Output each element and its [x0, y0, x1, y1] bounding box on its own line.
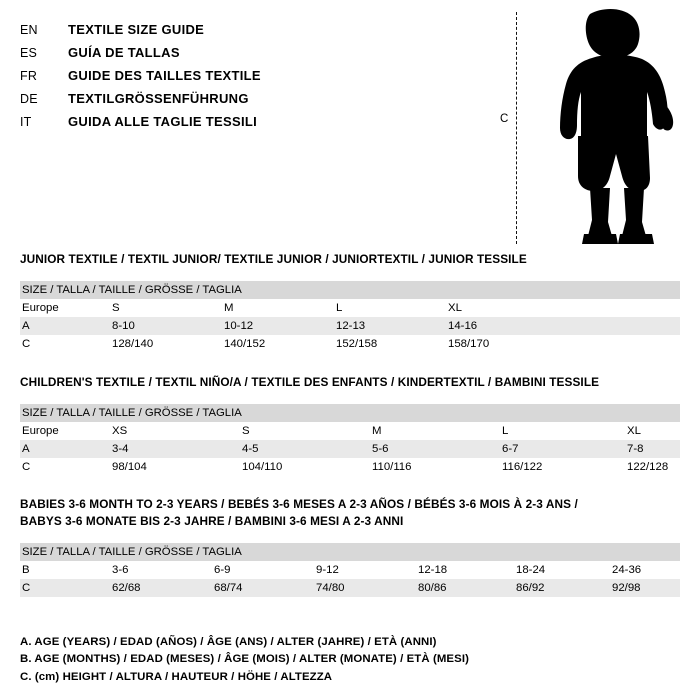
cell: 80/86	[418, 579, 516, 597]
table-row	[20, 561, 680, 579]
table-header-row	[20, 281, 680, 299]
language-row	[20, 114, 440, 137]
children-size-table	[20, 404, 680, 476]
cell: 98/104	[112, 458, 242, 476]
row-label: C	[20, 458, 112, 476]
row-label: A	[20, 317, 112, 335]
height-measurement-figure	[498, 8, 678, 248]
cell: 62/68	[112, 579, 214, 597]
row-label: B	[20, 561, 112, 579]
cell: 110/116	[372, 458, 502, 476]
table-row	[20, 299, 680, 317]
table-header-label: SIZE / TALLA / TAILLE / GRÖSSE / TAGLIA	[20, 281, 680, 299]
cell: 7-8	[627, 440, 680, 458]
cell: 24-36	[612, 561, 680, 579]
row-label: Europe	[20, 299, 112, 317]
cell: 68/74	[214, 579, 316, 597]
language-title: TEXTILE SIZE GUIDE	[68, 22, 205, 37]
language-title: TEXTILGRÖSSENFÜHRUNG	[68, 91, 249, 106]
section-title-children: CHILDREN'S TEXTILE / TEXTIL NIÑO/A / TEXTILE DES ENFANTS / KINDERTEXTIL / BAMBINI TESSILE	[20, 375, 600, 389]
table-row	[20, 440, 680, 458]
row-label: A	[20, 440, 112, 458]
table-header-row	[20, 404, 680, 422]
cell: 12-18	[418, 561, 516, 579]
cell: M	[372, 422, 502, 440]
section-title-junior: JUNIOR TEXTILE / TEXTIL JUNIOR/ TEXTILE JUNIOR / JUNIORTEXTIL / JUNIOR TESSILE	[20, 252, 527, 266]
child-silhouette-icon	[532, 8, 678, 248]
footnote-b: B. AGE (MONTHS) / EDAD (MESES) / ÂGE (MOIS) / ALTER (MONATE) / ETÀ (MESI)	[20, 653, 469, 665]
cell: 140/152	[224, 335, 336, 353]
section-title-babies-line1: BABIES 3-6 MONTH TO 2-3 YEARS / BEBÉS 3-6 MESES A 2-3 AÑOS / BÉBÉS 3-6 MOIS À 2-3 ANS /	[20, 497, 578, 511]
footnotes	[20, 634, 469, 687]
cell: 116/122	[502, 458, 627, 476]
table-header-row	[20, 543, 680, 561]
cell: 104/110	[242, 458, 372, 476]
table-header-label: SIZE / TALLA / TAILLE / GRÖSSE / TAGLIA	[20, 404, 680, 422]
table-row	[20, 458, 680, 476]
cell: 6-7	[502, 440, 627, 458]
language-code: EN	[20, 23, 38, 37]
cell: 18-24	[516, 561, 612, 579]
footnote-a: A. AGE (YEARS) / EDAD (AÑOS) / ÂGE (ANS) / ALTER (JAHRE) / ETÀ (ANNI)	[20, 635, 437, 648]
language-row	[20, 22, 440, 45]
cell: 4-5	[242, 440, 372, 458]
cell: 10-12	[224, 317, 336, 335]
table-row	[20, 422, 680, 440]
language-code: FR	[20, 69, 38, 83]
row-label: C	[20, 335, 112, 353]
language-title: GUIDE DES TAILLES TEXTILE	[68, 68, 261, 83]
cell: XL	[627, 422, 680, 440]
table-row	[20, 335, 680, 353]
cell: S	[112, 299, 224, 317]
cell: L	[502, 422, 627, 440]
cell: 8-10	[112, 317, 224, 335]
cell: 3-4	[112, 440, 242, 458]
cell: S	[242, 422, 372, 440]
language-code: ES	[20, 46, 38, 60]
cell: 5-6	[372, 440, 502, 458]
babies-size-table	[20, 543, 680, 597]
language-title: GUÍA DE TALLAS	[68, 45, 180, 60]
cell: XS	[112, 422, 242, 440]
cell: 92/98	[612, 579, 680, 597]
cell: 86/92	[516, 579, 612, 597]
junior-size-table	[20, 281, 680, 353]
table-header-label: SIZE / TALLA / TAILLE / GRÖSSE / TAGLIA	[20, 543, 680, 561]
cell: 74/80	[316, 579, 418, 597]
language-row	[20, 91, 440, 114]
row-label: C	[20, 579, 112, 597]
section-title-babies-line2: BABYS 3-6 MONATE BIS 2-3 JAHRE / BAMBINI 3-6 MESI A 2-3 ANNI	[20, 514, 404, 528]
language-list	[20, 22, 440, 137]
cell: 122/128	[627, 458, 680, 476]
cell: 6-9	[214, 561, 316, 579]
cell: 128/140	[112, 335, 224, 353]
cell: L	[336, 299, 448, 317]
height-dashed-line	[516, 12, 517, 244]
table-row	[20, 579, 680, 597]
height-measure-label: C	[500, 113, 509, 125]
cell: 158/170	[448, 335, 680, 353]
language-code: DE	[20, 92, 38, 106]
language-row	[20, 68, 440, 91]
language-title: GUIDA ALLE TAGLIE TESSILI	[68, 114, 258, 129]
cell: 14-16	[448, 317, 680, 335]
cell: M	[224, 299, 336, 317]
cell: 9-12	[316, 561, 418, 579]
table-row	[20, 317, 680, 335]
row-label: Europe	[20, 422, 112, 440]
section-title-babies	[20, 497, 578, 528]
cell: 3-6	[112, 561, 214, 579]
cell: XL	[448, 299, 680, 317]
cell: 152/158	[336, 335, 448, 353]
language-row	[20, 45, 440, 68]
language-code: IT	[20, 115, 32, 129]
footnote-c: C. (cm) HEIGHT / ALTURA / HAUTEUR / HÖHE / ALTEZZA	[20, 670, 333, 683]
cell: 12-13	[336, 317, 448, 335]
